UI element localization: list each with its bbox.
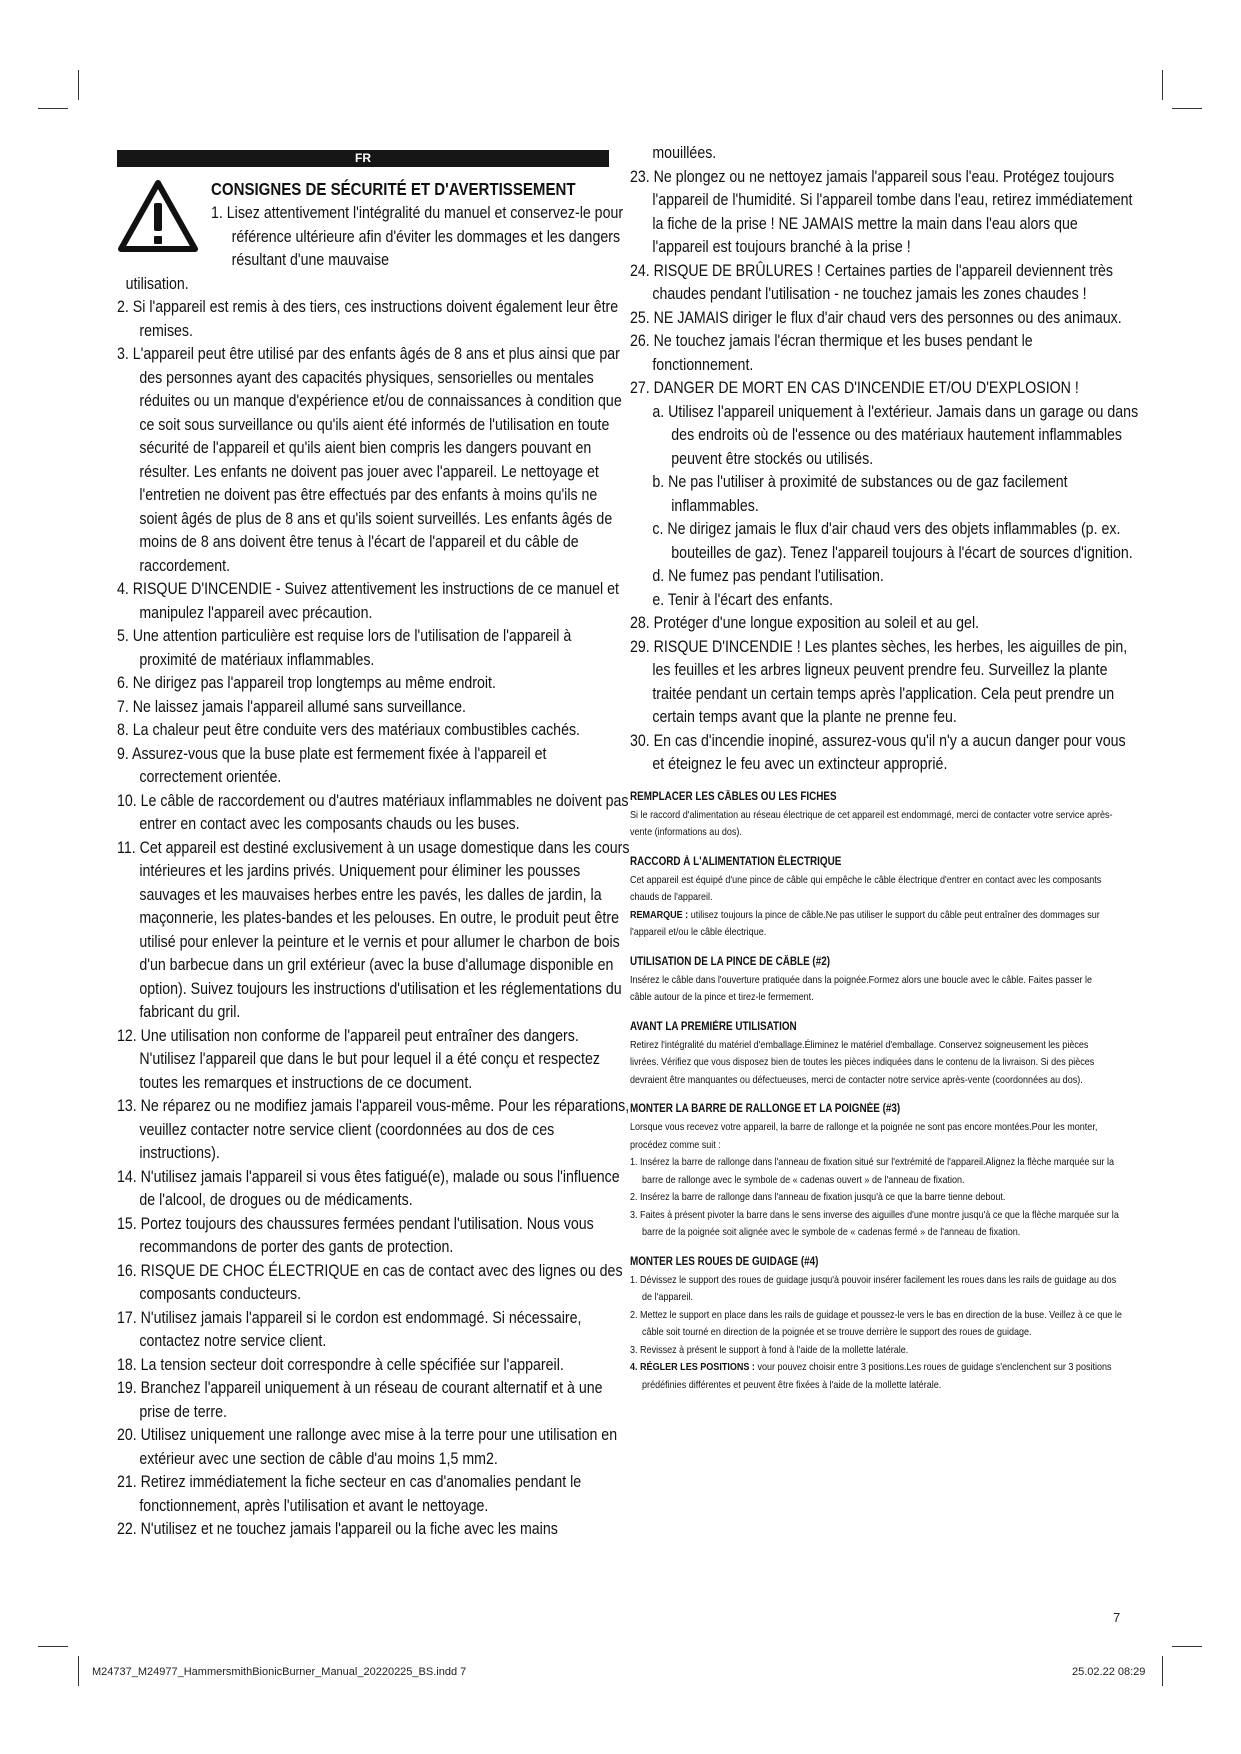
- section-avant: [630, 1021, 1114, 1090]
- section-title: UTILISATION DE LA PINCE DE CÂBLE (#2): [630, 955, 831, 968]
- sub-item: d. Ne fumez pas pendant l'utilisation.: [652, 567, 884, 585]
- right-column: [630, 142, 1139, 1394]
- note-label: REMARQUE :: [630, 908, 689, 921]
- list-item: 5. Une attention particulière est requise lors de l'utilisation de l'appareil à proximité de matériaux inflammables.: [117, 627, 572, 669]
- list-item: 9. Assurez-vous que la buse plate est fermement fixée à l'appareil et correctement orientée.: [117, 744, 547, 786]
- sub-item: b. Ne pas l'utiliser à proximité de substances ou de gaz facilement inflammables.: [652, 473, 1068, 515]
- section-item: [630, 1359, 1125, 1394]
- list-item: 23. Ne plongez ou ne nettoyez jamais l'appareil sous l'eau. Protégez toujours l'appareil de l'humidité. Si l'appareil tombe dans l'eau, retirez immédiatement la fiche de la prise ! NE JAMAIS mettre la main dans l'eau alors que l'appareil est toujours branché à la prise !: [630, 167, 1133, 256]
- warning-triangle-icon: [117, 175, 211, 273]
- section-cables: [630, 791, 1114, 842]
- section-title: MONTER LA BARRE DE RALLONGE ET LA POIGNÉE (#3): [630, 1103, 901, 1115]
- list-item: 19. Branchez l'appareil uniquement à un réseau de courant alternatif et à une prise de terre.: [117, 1379, 603, 1421]
- item-4-text: vour pouvez choisir entre 3 positions.Les roues de guidage s'enclenchent sur 3 positions prédéfinies différentes et peuvent être fixées à l'aide de la mollette latérale.: [642, 1361, 1112, 1391]
- section-item: 1. Dévissez le support des roues de guidage jusqu'à pouvoir insérer facilement les roues dans les rails de guidage au dos de l'appareil.: [630, 1273, 1117, 1303]
- section-title: RACCORD À L'ALIMENTATION ÉLECTRIQUE: [630, 855, 842, 868]
- section-title: REMPLACER LES CÂBLES OU LES FICHES: [630, 790, 837, 803]
- list-item: 8. La chaleur peut être conduite vers des matériaux combustibles cachés.: [117, 721, 581, 739]
- sub-item: e. Tenir à l'écart des enfants.: [652, 590, 834, 609]
- list-item: 14. N'utilisez jamais l'appareil si vous êtes fatigué(e), malade ou sous l'influence de l'alcool, de drogues ou de médicaments.: [117, 1167, 620, 1209]
- list-item: 24. RISQUE DE BRÛLURES ! Certaines parties de l'appareil deviennent très chaudes pendant l'utilisation - ne touchez jamais les zones chaudes !: [630, 261, 1114, 303]
- list-item: 3. L'appareil peut être utilisé par des enfants âgés de 8 ans et plus ainsi que par des personnes ayant des capacités physiques, sensorielles ou mentales réduites ou un manque d'expérience et/ou de connaissances à condition que ce soit sous surveillance ou qu'ils aient été informés de l'utilisation en toute sécurité de l'appareil et qu'ils aient bien compris les dangers pouvant en résulter. Les enfants ne doivent pas jouer avec l'appareil. Le nettoyage et l'entretien ne doivent pas être effectués par des enfants à moins qu'ils ne soient âgés de plus de 8 ans et qu'ils soient surveillés. Les enfants âgés de moins de 8 ans doivent être tenus à l'écart de l'appareil et du câble de raccordement.: [117, 345, 622, 575]
- left-column: [117, 150, 630, 1542]
- list-item: 21. Retirez immédiatement la fiche secteur en cas d'anomalies pendant le fonctionnement, après l'utilisation et avant le nettoyage.: [117, 1473, 582, 1515]
- list-item: 15. Portez toujours des chaussures fermées pendant l'utilisation. Nous vous recommandons de porter des gants de protection.: [117, 1214, 594, 1256]
- list-item: 22. N'utilisez et ne touchez jamais l'appareil ou la fiche avec les mains: [117, 1520, 558, 1538]
- list-item: 17. N'utilisez jamais l'appareil si le cordon est endommagé. Si nécessaire, contactez notre service client.: [117, 1308, 582, 1350]
- warning-header-text: [211, 175, 635, 273]
- list-item: 30. En cas d'incendie inopiné, assurez-vous qu'il n'y a aucun danger pour vous et éteignez le feu avec un extincteur approprié.: [630, 731, 1126, 773]
- list-item: 7. Ne laissez jamais l'appareil allumé sans surveillance.: [117, 697, 466, 716]
- list-item: 27. DANGER DE MORT EN CAS D'INCENDIE ET/OU D'EXPLOSION !: [630, 379, 1079, 397]
- footer-date: 25.02.22 08:29: [1072, 1666, 1146, 1678]
- section-intro: Lorsque vous recevez votre appareil, la barre de rallonge et la poignée ne sont pas encore montées.Pour les monter, procédez comme suit :: [630, 1121, 1098, 1151]
- section-item: 2. Insérez la barre de rallonge dans l'anneau de fixation jusqu'à ce que la barre tienne debout.: [630, 1191, 1006, 1203]
- crop-mark: [38, 108, 68, 109]
- list-item: 26. Ne touchez jamais l'écran thermique et les buses pendant le fonctionnement.: [630, 332, 1033, 374]
- item-1: 1. Lisez attentivement l'intégralité du manuel et conservez-le pour référence ultérieure afin d'éviter les dommages et les dangers résultant d'une mauvaise: [211, 204, 624, 269]
- section-barre: [630, 1103, 1119, 1242]
- section-item: 2. Mettez le support en place dans les rails de guidage et poussez-le vers le bas en direction de la buse. Veillez à ce que le câble soit tourné en direction de la poignée et se trouve derrière le support des roues de guidage.: [630, 1308, 1122, 1338]
- list-item: 10. Le câble de raccordement ou d'autres matériaux inflammables ne doivent pas entrer en contact avec les composants chauds ou les buses.: [117, 791, 629, 833]
- left-item-list: [117, 296, 630, 1542]
- footer-filename: M24737_M24977_HammersmithBionicBurner_Manual_20220225_BS.indd 7: [92, 1666, 467, 1678]
- note-text: utilisez toujours la pince de câble.Ne pas utiliser le support du câble peut entraîner des dommages sur l'appareil et/ou le câble électrique.: [630, 908, 1100, 938]
- list-item: 20. Utilisez uniquement une rallonge avec mise à la terre pour une utilisation en extérieur avec une section de câble d'au moins 1,5 mm2.: [117, 1426, 618, 1468]
- crop-mark: [78, 70, 79, 100]
- list-item: 13. Ne réparez ou ne modifiez jamais l'appareil vous-même. Pour les réparations, veuillez contacter notre service client (coordonnées au dos de ces instructions).: [117, 1097, 630, 1162]
- section-note: [630, 907, 1113, 942]
- item-4-label: 4. RÉGLER LES POSITIONS :: [630, 1361, 755, 1373]
- item-22-continuation: mouillées.: [652, 144, 717, 162]
- list-item: 11. Cet appareil est destiné exclusivement à un usage domestique dans les cours intérieures et les jardins privés. Uniquement pour éliminer les pousses sauvages et les mauvaises herbes entre les pavés, les dalles de jardin, la maçonnerie, les plates-bandes et les pelouses. En outre, le produit peut être utilisé pour enlever la peinture et le vernis et pour allumer le charbon de bois d'un barbecue dans un gril extérieur (avec la buse d'allumage disponible en option). Suivez toujours les instructions d'utilisation et les réglementations du fabricant du gril.: [117, 838, 630, 1021]
- crop-mark: [78, 1656, 79, 1686]
- crop-mark: [1162, 1656, 1163, 1686]
- section-pince: [630, 956, 1114, 1007]
- list-item: 29. RISQUE D'INCENDIE ! Les plantes sèches, les herbes, les aiguilles de pin, les feuilles et les arbres ligneux peuvent prendre feu. Surveillez la plante traitée pendant un certain temps après l'application. Cela peut prendre un certain temps avant que la plante ne prenne feu.: [630, 637, 1128, 726]
- page-number: 7: [1113, 1610, 1121, 1625]
- list-item: 4. RISQUE D'INCENDIE - Suivez attentivement les instructions de ce manuel et manipulez l'appareil avec précaution.: [117, 580, 619, 622]
- sub-item-list: [630, 401, 1139, 613]
- list-item: 18. La tension secteur doit correspondre à celle spécifiée sur l'appareil.: [117, 1355, 564, 1374]
- section-item: 1. Insérez la barre de rallonge dans l'anneau de fixation situé sur l'extrémité de l'appareil.Alignez la flèche marquée sur la barre de rallonge avec le symbole de « cadenas ouvert » de l'anneau de fixation.: [630, 1156, 1115, 1186]
- list-item: 2. Si l'appareil est remis à des tiers, ces instructions doivent également leur être remises.: [117, 298, 619, 340]
- crop-mark: [1172, 1646, 1202, 1647]
- sub-item: c. Ne dirigez jamais le flux d'air chaud vers des objets inflammables (p. ex. bouteilles de gaz). Tenez l'appareil toujours à l'écart de sources d'ignition.: [652, 520, 1133, 562]
- section-text: Cet appareil est équipé d'une pince de câble qui empêche le câble électrique d'entrer en contact avec les composants chauds de l'appareil.: [630, 873, 1102, 903]
- warning-header: [117, 175, 624, 273]
- section-text: Retirez l'intégralité du matériel d'emballage.Éliminez le matériel d'emballage. Conservez soigneusement les pièces livrées. Vérifiez que vous disposez bien de toutes les pièces indiquées dans le contenu de la livraison. Si des pièces devraient être manquantes ou défectueuses, merci de contacter notre service après-vente (coordonnées au dos).: [630, 1038, 1095, 1086]
- section-item: 3. Revissez à présent le support à fond à l'aide de la mollette latérale.: [630, 1343, 909, 1356]
- section-text: Si le raccord d'alimentation au réseau électrique de cet appareil est endommagé, merci de contacter votre service après-vente (informations au dos).: [630, 808, 1113, 838]
- warning-title: CONSIGNES DE SÉCURITÉ ET D'AVERTISSEMENT: [211, 179, 576, 199]
- section-text: Insérez le câble dans l'ouverture pratiquée dans la poignée.Formez alors une boucle avec le câble. Faites passer le câble autour de la pince et tirez-le fermement.: [630, 973, 1093, 1003]
- list-item: 16. RISQUE DE CHOC ÉLECTRIQUE en cas de contact avec des lignes ou des composants conducteurs.: [117, 1261, 623, 1303]
- sub-item: a. Utilisez l'appareil uniquement à l'extérieur. Jamais dans un garage ou dans des endroits où de l'essence ou des matériaux hautement inflammables peuvent être stockés ou utilisés.: [652, 402, 1139, 468]
- item-1-continuation: utilisation.: [125, 274, 189, 293]
- list-item: 6. Ne dirigez pas l'appareil trop longtemps au même endroit.: [117, 674, 496, 692]
- section-title: MONTER LES ROUES DE GUIDAGE (#4): [630, 1255, 819, 1268]
- language-tab: FR: [117, 150, 609, 167]
- list-item: 25. NE JAMAIS diriger le flux d'air chaud vers des personnes ou des animaux.: [630, 308, 1122, 327]
- list-item: 12. Une utilisation non conforme de l'appareil peut entraîner des dangers. N'utilisez l'appareil que dans le but pour lequel il a été conçu et respectez toutes les remarques et instructions de ce document.: [117, 1026, 600, 1092]
- crop-mark: [38, 1646, 68, 1647]
- section-roues: [630, 1255, 1122, 1395]
- crop-mark: [1162, 70, 1163, 100]
- section-title: AVANT LA PREMIÈRE UTILISATION: [630, 1020, 797, 1033]
- list-item: 28. Protéger d'une longue exposition au soleil et au gel.: [630, 614, 980, 632]
- section-item: 3. Faites à présent pivoter la barre dans le sens inverse des aiguilles d'une montre jusqu'à ce que la flèche marquée sur la barre de la poignée soit alignée avec le symbole de « cadenas fermé » de l'anneau de fixation.: [630, 1208, 1119, 1238]
- section-raccord: [630, 856, 1114, 942]
- crop-mark: [1172, 108, 1202, 109]
